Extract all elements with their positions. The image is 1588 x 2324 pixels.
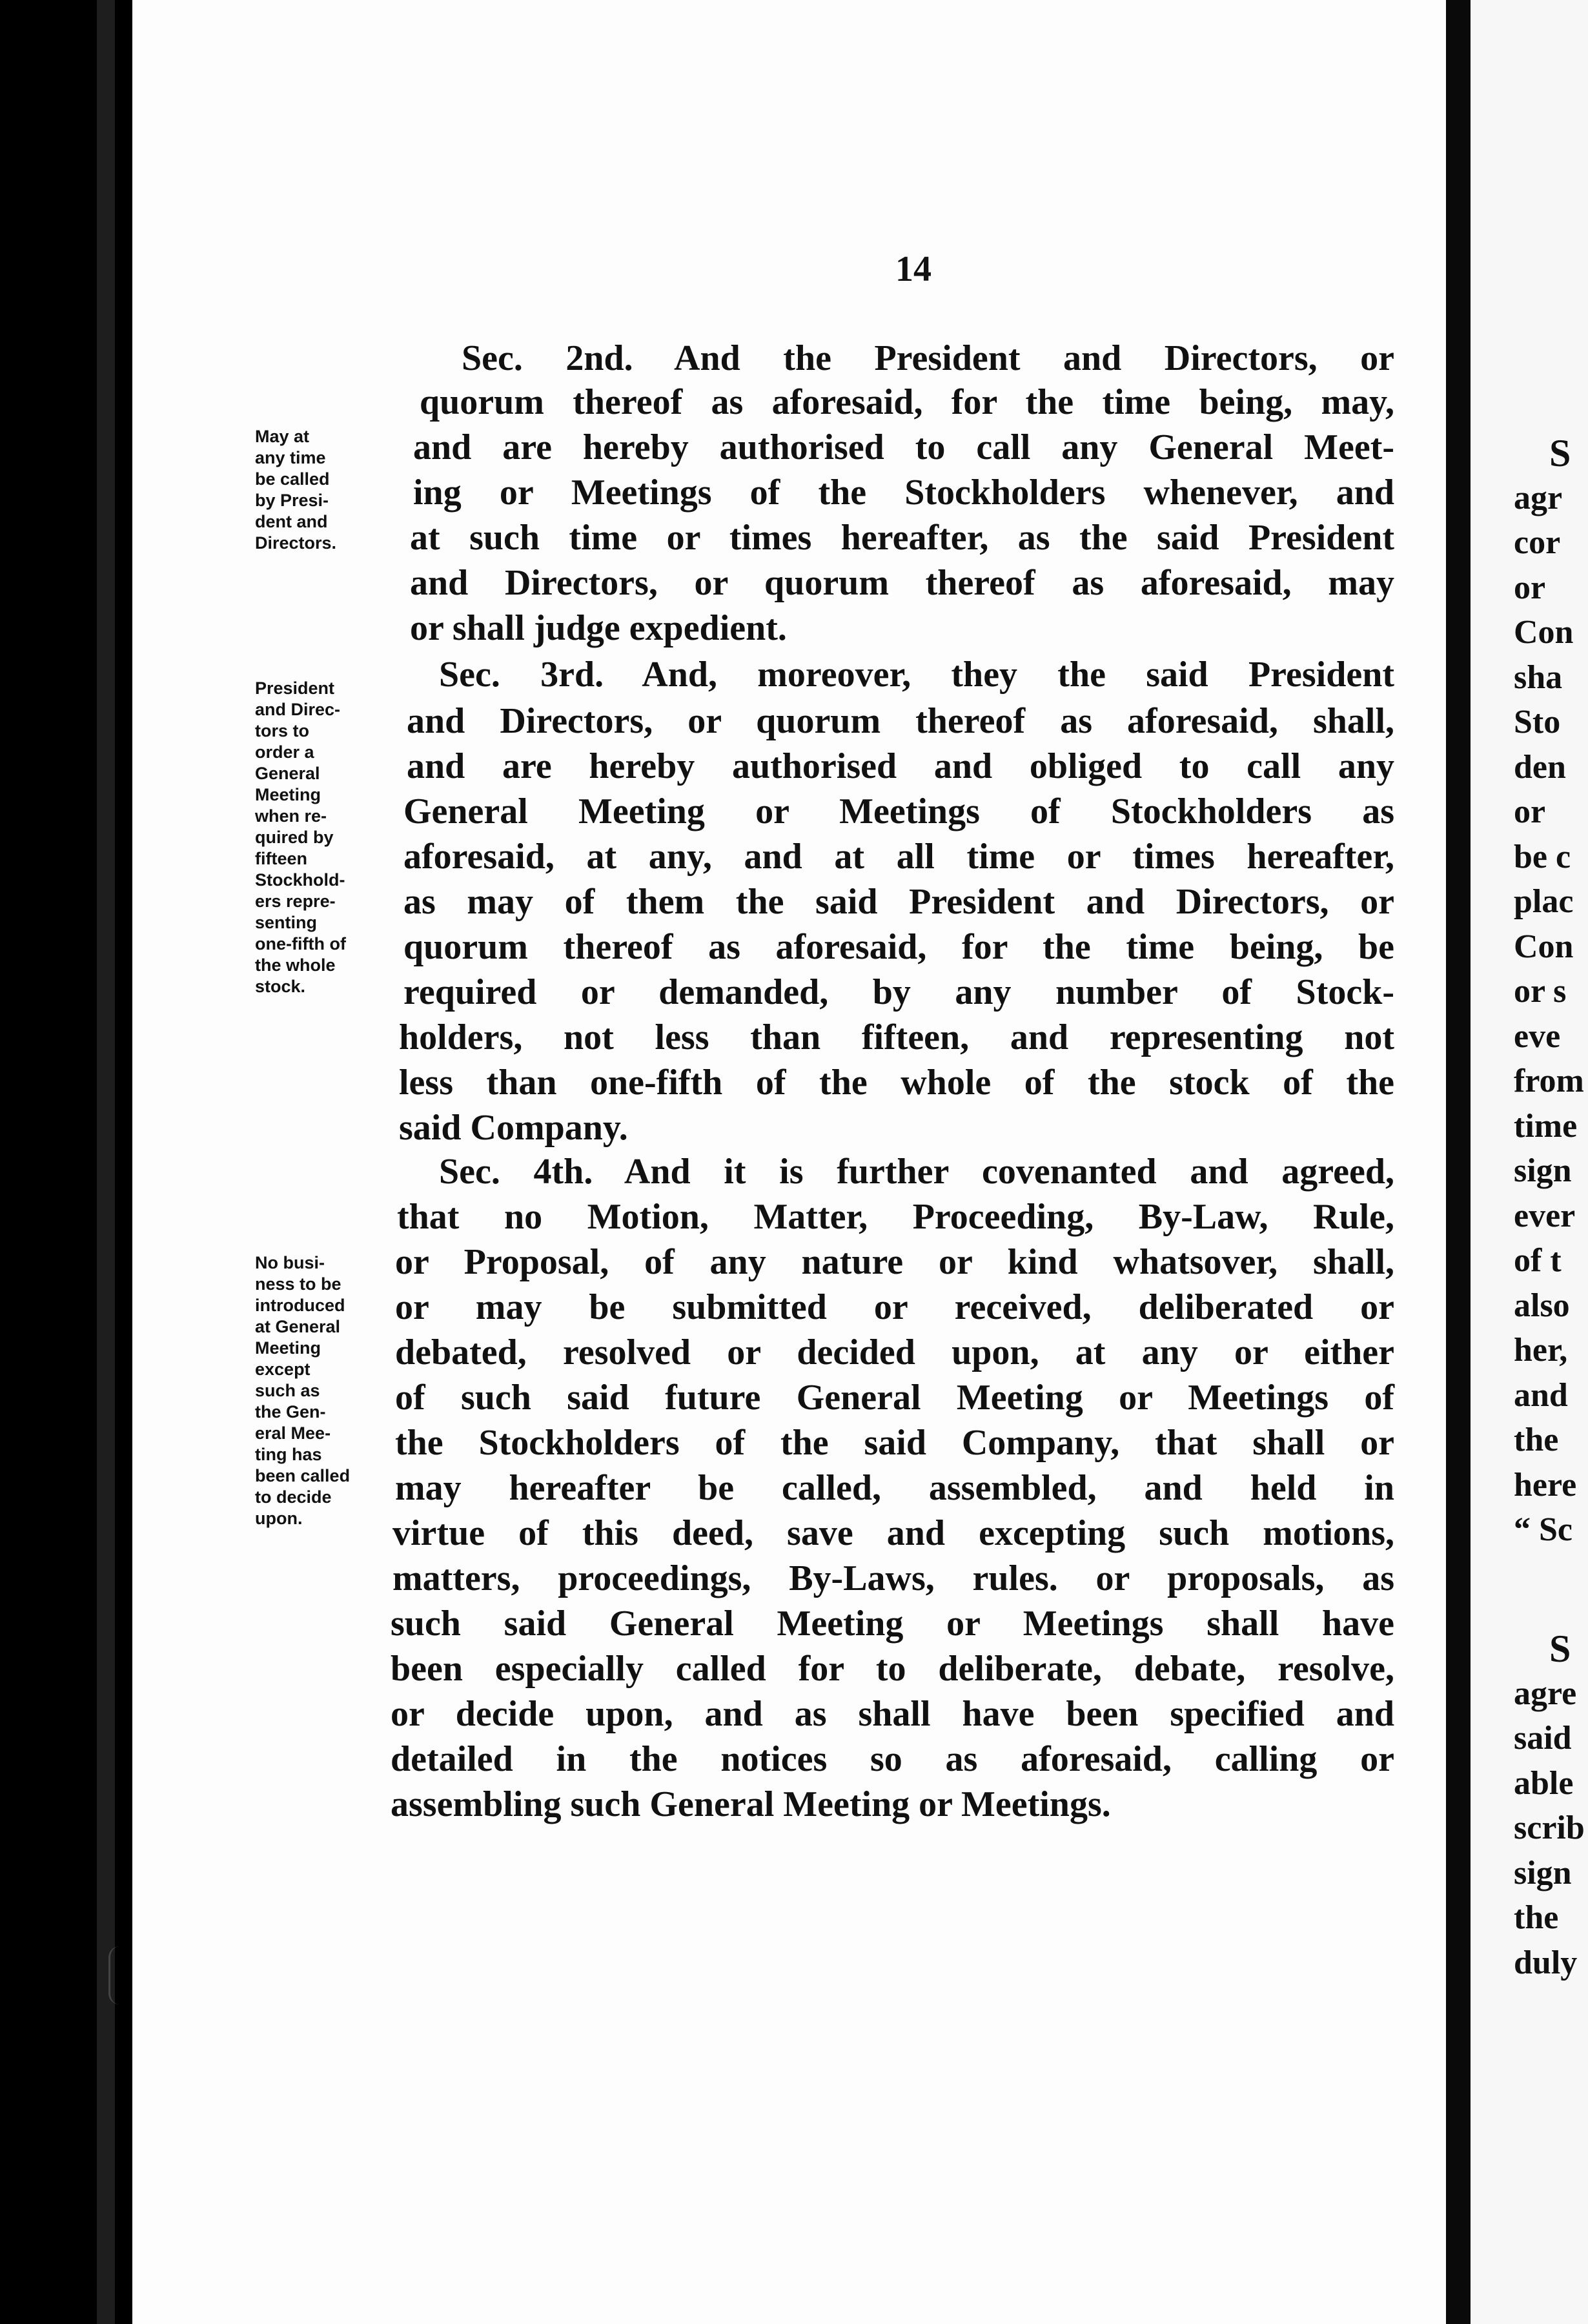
body-line: as may of them the said President and Directors, or	[403, 882, 1394, 922]
facing-page-line: and	[1514, 1376, 1568, 1414]
facing-page-line: agr	[1514, 479, 1563, 516]
margin-note-line: to decide	[255, 1487, 332, 1507]
margin-note-line: General	[255, 764, 320, 783]
facing-page-line: or	[1514, 793, 1546, 830]
margin-note-line: one-fifth of	[255, 934, 346, 953]
body-line: the Stockholders of the said Company, that shall or	[395, 1423, 1394, 1463]
margin-note-line: stock.	[255, 977, 306, 996]
body-line: such said General Meeting or Meetings shall have	[391, 1604, 1394, 1644]
body-line: Sec. 3rd. And, moreover, they the said President	[439, 655, 1394, 695]
body-line: and Directors, or quorum thereof as aforesaid, shall,	[407, 701, 1394, 741]
margin-note-line: No busi-	[255, 1253, 325, 1272]
facing-page-line: S	[1549, 1627, 1571, 1670]
body-line: quorum thereof as aforesaid, for the time being, may,	[420, 382, 1394, 422]
body-line: ing or Meetings of the Stockholders whenever, and	[413, 473, 1394, 513]
page-number: 14	[895, 249, 931, 289]
margin-note-line: by Presi-	[255, 491, 329, 510]
margin-note-line: any time	[255, 448, 326, 467]
facing-page-line: cor	[1514, 524, 1561, 561]
body-line: and Directors, or quorum thereof as aforesaid, may	[410, 563, 1394, 603]
margin-note-line: been called	[255, 1466, 351, 1485]
body-line: and are hereby authorised and obliged to call any	[407, 746, 1394, 786]
facing-page-line: also	[1514, 1287, 1570, 1324]
facing-page-line: from	[1514, 1063, 1584, 1099]
facing-page-line: “ Sc	[1514, 1511, 1573, 1548]
margin-note-line: fifteen	[255, 849, 307, 868]
body-line: aforesaid, at any, and at all time or times hereafter,	[403, 837, 1394, 877]
margin-note-line: order a	[255, 742, 314, 762]
body-line: less than one-fifth of the whole of the stock of the	[399, 1063, 1394, 1103]
body-line: virtue of this deed, save and excepting such motions,	[392, 1513, 1394, 1553]
margin-note-line: the Gen-	[255, 1402, 326, 1422]
margin-note-line: the whole	[255, 955, 336, 975]
margin-note	[255, 678, 403, 997]
margin-note-line: Stockhold-	[255, 870, 345, 890]
margin-note-line: Meeting	[255, 1338, 321, 1358]
facing-page-line: den	[1514, 748, 1566, 786]
facing-page-line: here	[1514, 1466, 1577, 1503]
margin-note-line: Meeting	[255, 785, 321, 804]
facing-page-line: the	[1514, 1899, 1559, 1936]
body-line: detailed in the notices so as aforesaid, calling or	[391, 1739, 1394, 1779]
margin-note-line: except	[255, 1360, 310, 1379]
facing-page-line: plac	[1514, 883, 1574, 920]
facing-page-line: be c	[1514, 838, 1571, 875]
body-line: General Meeting or Meetings of Stockholders as	[403, 791, 1394, 831]
body-line: of such said future General Meeting or Meetings of	[395, 1378, 1394, 1418]
body-line: quorum thereof as aforesaid, for the time being, be	[403, 927, 1394, 967]
margin-note-line: such as	[255, 1381, 320, 1400]
facing-page-line: able	[1514, 1764, 1574, 1802]
margin-note-line: be called	[255, 469, 330, 489]
margin-note	[255, 426, 403, 554]
facing-page-line: of t	[1514, 1242, 1562, 1279]
body-line: or may be submitted or received, deliberated or	[395, 1287, 1394, 1327]
facing-page-line: S	[1549, 432, 1571, 474]
facing-page-line: or	[1514, 569, 1546, 606]
margin-note	[255, 1252, 403, 1529]
body-line: said Company.	[399, 1108, 628, 1148]
page-corner-curl	[108, 1946, 119, 2004]
facing-page-line: Con	[1514, 928, 1574, 965]
body-line: been especially called for to deliberate, debate, resolve,	[391, 1649, 1394, 1689]
facing-page-line: eve	[1514, 1017, 1561, 1055]
margin-note-line: tors to	[255, 721, 309, 740]
margin-note-line: President	[255, 678, 335, 698]
margin-note-line: May at	[255, 427, 310, 446]
facing-page-line: Con	[1514, 614, 1574, 651]
body-line: and are hereby authorised to call any General Meet-	[413, 427, 1394, 467]
facing-page-line: time	[1514, 1107, 1578, 1145]
margin-note-line: quired by	[255, 828, 334, 847]
body-line: that no Motion, Matter, Proceeding, By-Law, Rule,	[397, 1197, 1394, 1237]
body-line: debated, resolved or decided upon, at any or either	[395, 1332, 1394, 1372]
facing-page-line: sign	[1514, 1854, 1572, 1891]
facing-page-line: duly	[1514, 1944, 1578, 1981]
body-line: required or demanded, by any number of Stock-	[403, 972, 1394, 1012]
body-line: may hereafter be called, assembled, and held in	[395, 1468, 1394, 1508]
body-line: or shall judge expedient.	[410, 608, 787, 648]
margin-note-line: ness to be	[255, 1274, 341, 1294]
body-line: Sec. 2nd. And the President and Directors, or	[462, 338, 1394, 378]
body-line: at such time or times hereafter, as the said President	[410, 518, 1394, 558]
margin-note-line: introduced	[255, 1296, 345, 1315]
margin-note-line: senting	[255, 913, 318, 932]
margin-note-line: when re-	[255, 806, 327, 826]
page-gutter	[1446, 0, 1471, 2324]
facing-page-line: ever	[1514, 1197, 1576, 1234]
body-line: matters, proceedings, By-Laws, rules. or proposals, as	[392, 1558, 1394, 1598]
facing-page-line: or s	[1514, 973, 1567, 1010]
margin-note-line: Directors.	[255, 533, 337, 553]
facing-page-line: sign	[1514, 1152, 1572, 1189]
facing-page-line: her,	[1514, 1332, 1568, 1369]
margin-note-line: eral Mee-	[255, 1423, 331, 1443]
margin-note-line: at General	[255, 1317, 341, 1336]
margin-note-line: ers repre-	[255, 892, 336, 911]
body-line: or Proposal, of any nature or kind whatsover, shall,	[395, 1242, 1394, 1282]
facing-page-line: scrib	[1514, 1809, 1585, 1846]
margin-note-line: dent and	[255, 512, 328, 531]
body-line: holders, not less than fifteen, and representing not	[399, 1017, 1394, 1057]
body-line: Sec. 4th. And it is further covenanted and agreed,	[439, 1152, 1394, 1192]
margin-note-line: upon.	[255, 1509, 303, 1528]
body-line: assembling such General Meeting or Meetings.	[391, 1784, 1111, 1824]
body-line: or decide upon, and as shall have been specified and	[391, 1694, 1394, 1734]
facing-page-line: said	[1514, 1720, 1572, 1757]
facing-page-line: sha	[1514, 658, 1563, 696]
facing-page-line: the	[1514, 1422, 1559, 1458]
facing-page-line: Sto	[1514, 704, 1561, 740]
facing-page-line: agre	[1514, 1675, 1577, 1712]
margin-note-line: and Direc-	[255, 700, 341, 719]
margin-note-line: ting has	[255, 1445, 322, 1464]
